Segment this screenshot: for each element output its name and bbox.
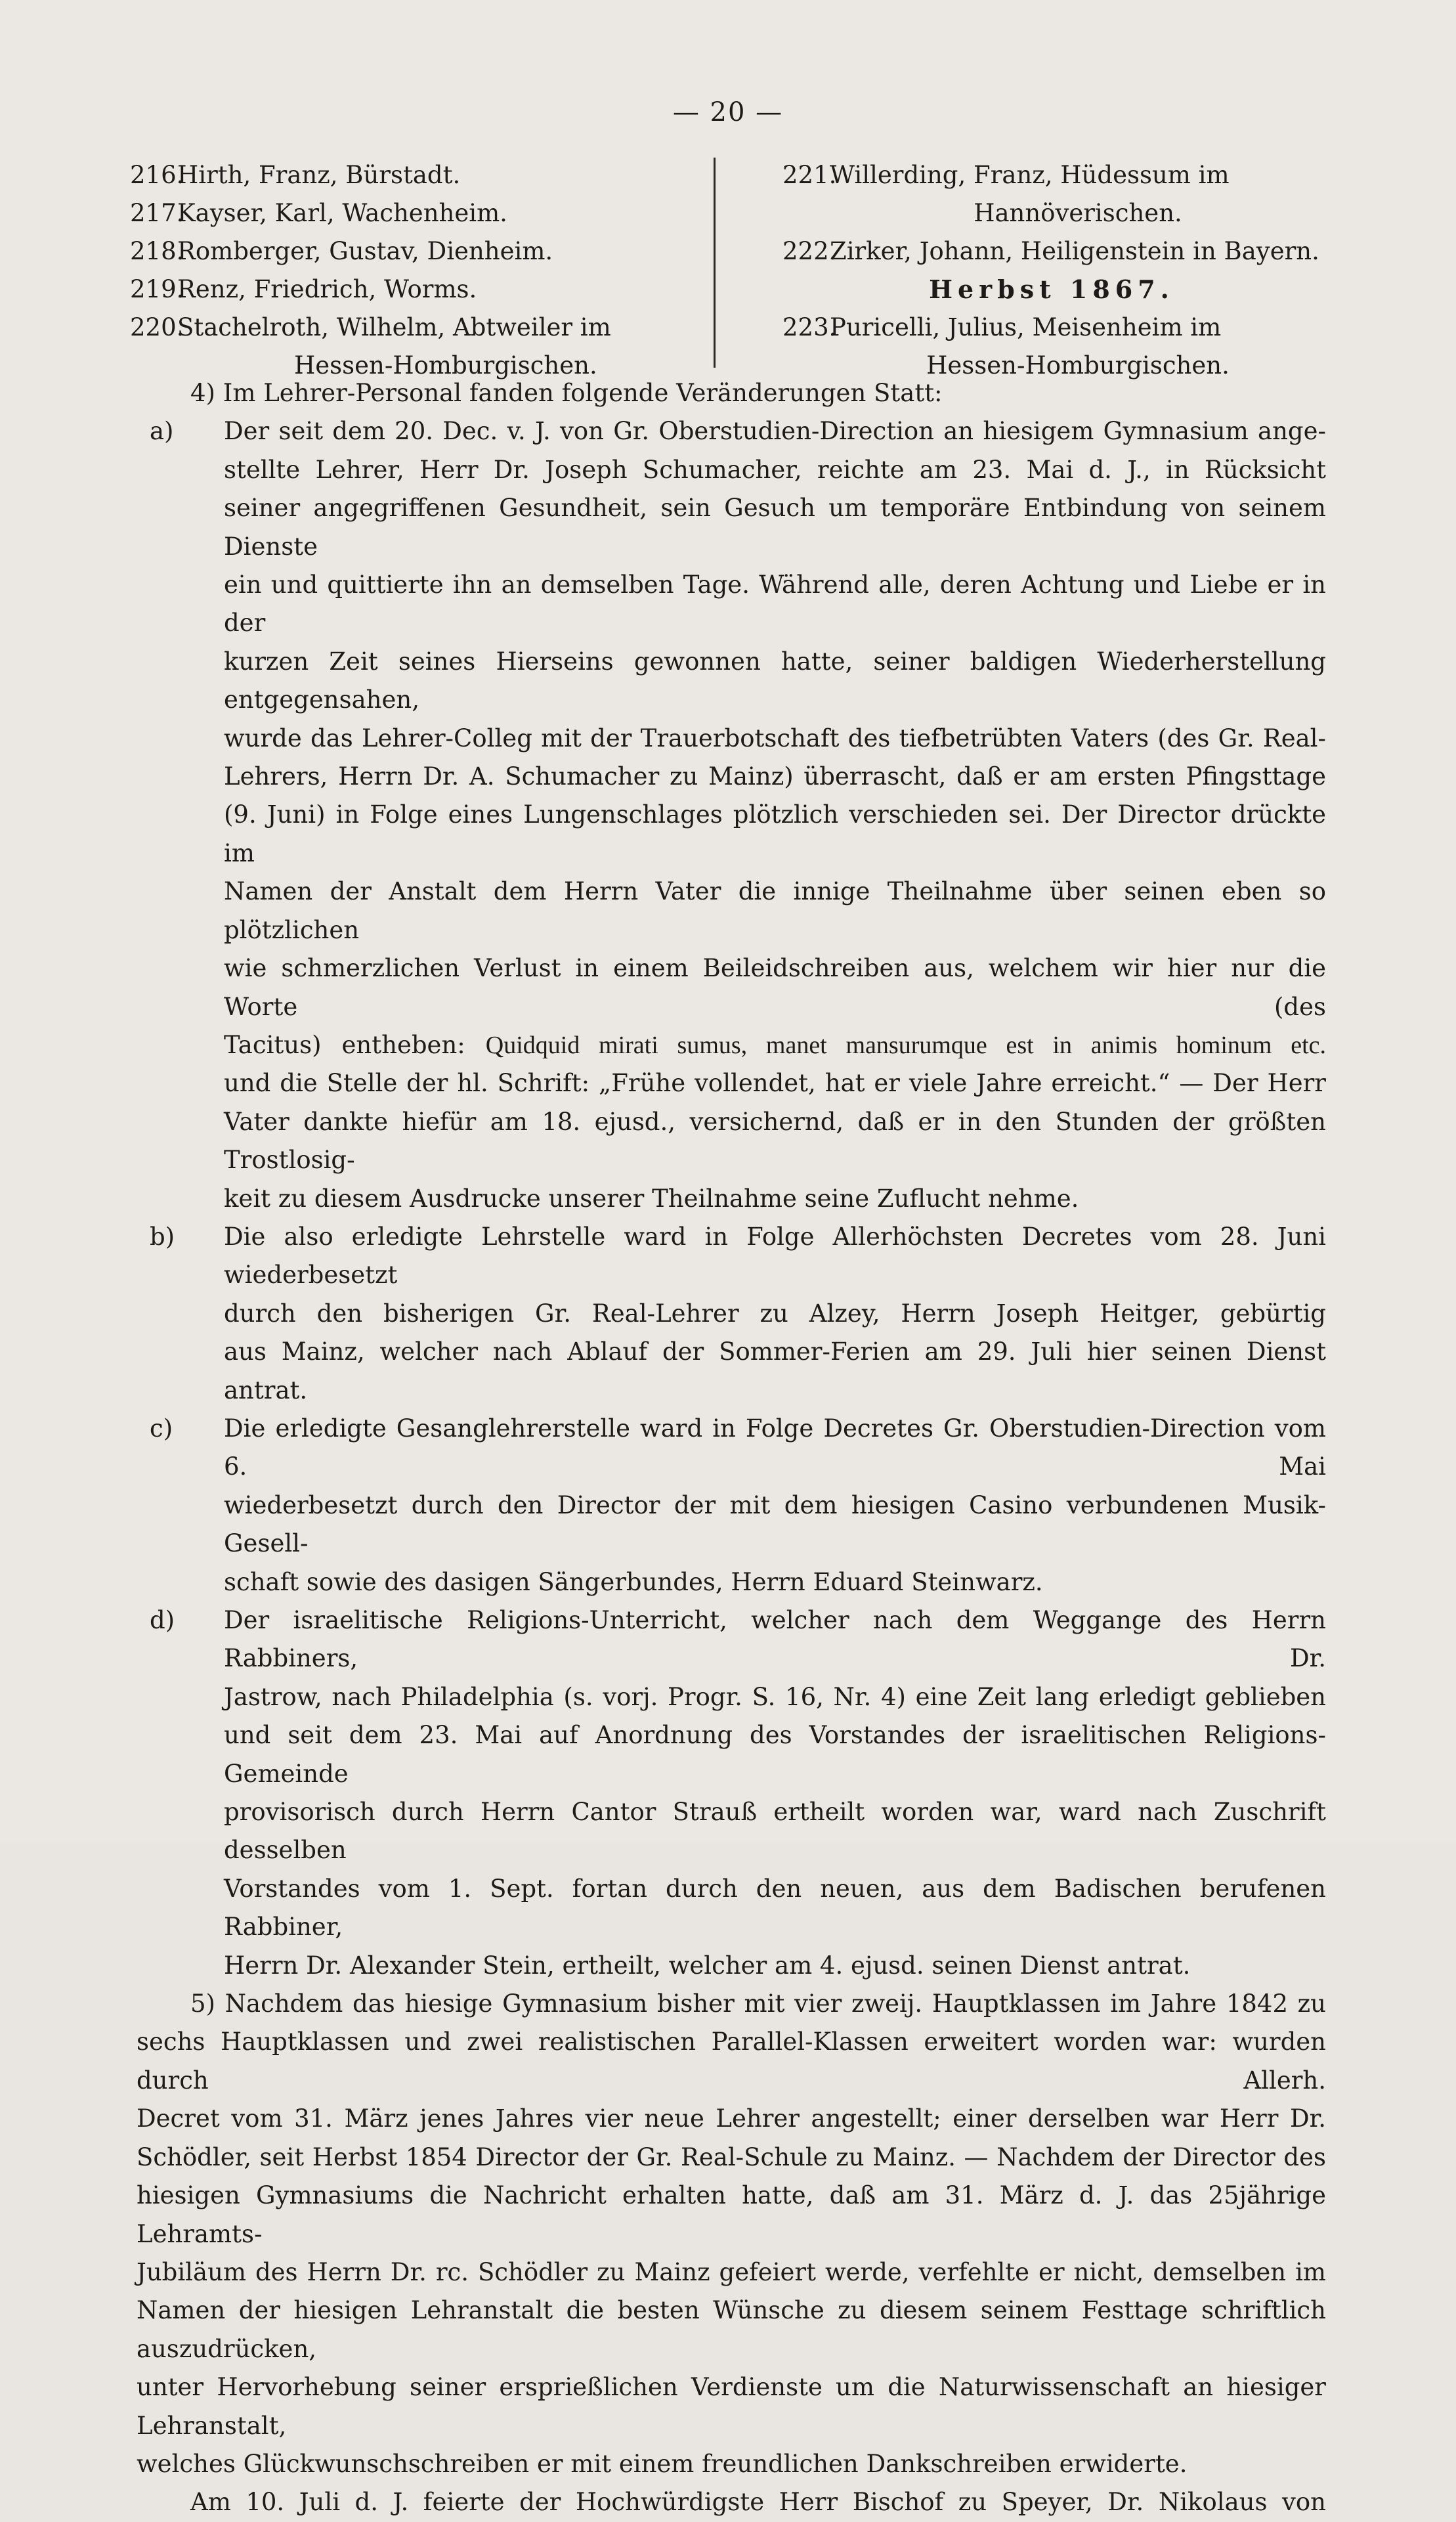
- text-line: wiederbesetzt durch den Director der mit dem hiesigen Casino verbundenen Musik-Gesell-: [224, 1490, 1326, 1558]
- text-line: stellte Lehrer, Herr Dr. Joseph Schumacher, reichte am 23. Mai d. J., in Rücksicht: [224, 455, 1326, 484]
- text-line: wurde das Lehrer-Colleg mit der Trauerbotschaft des tiefbetrübten Vaters (des Gr. Real-: [224, 724, 1326, 752]
- text-line: Namen der hiesigen Lehranstalt die besten Wünsche zu diesem seinem Festtage schriftlich auszudrücken,: [137, 2296, 1326, 2363]
- paragraph-b: [137, 1218, 1326, 1410]
- text-line: wie schmerzlichen Verlust in einem Beileidschreiben aus, welchem wir hier nur die Worte (des: [224, 954, 1326, 1021]
- text-line: a) Der seit dem 20. Dec. v. J. von Gr. Oberstudien-Direction an hiesigem Gymnasium ange-: [150, 417, 1326, 446]
- student-list-left-column: [130, 156, 701, 385]
- list-item: 220.Stachelroth, Wilhelm, Abtweiler im: [130, 313, 611, 341]
- list-item: 216.Hirth, Franz, Bürstadt.: [130, 161, 461, 189]
- list-item: 221.Willerding, Franz, Hüdessum im: [782, 161, 1230, 189]
- text-line: (9. Juni) in Folge eines Lungenschlages plötzlich verschieden sei. Der Director drückte im: [224, 800, 1326, 867]
- paragraph-c: [137, 1410, 1326, 1601]
- text-line: Schödler, seit Herbst 1854 Director der Gr. Real-Schule zu Mainz. — Nachdem der Director des: [137, 2142, 1326, 2171]
- text-line: welches Glückwunschschreiben er mit einem freundlichen Dankschreiben erwiderte.: [137, 2449, 1188, 2478]
- text-line: unter Hervorhebung seiner ersprießlichen Verdienste um die Naturwissenschaft an hiesiger Lehranstalt,: [137, 2373, 1326, 2440]
- text-line: Herrn Dr. Alexander Stein, ertheilt, welcher am 4. ejusd. seinen Dienst antrat.: [224, 1951, 1191, 1980]
- text-line: 4) Im Lehrer-Personal fanden folgende Veränderungen Statt:: [190, 379, 943, 407]
- text-line: durch den bisherigen Gr. Real-Lehrer zu Alzey, Herrn Joseph Heitger, gebürtig: [224, 1299, 1326, 1328]
- student-list-right-column: [782, 156, 1321, 385]
- text-line: Namen der Anstalt dem Herrn Vater die innige Theilnahme über seinen eben so plötzlichen: [224, 877, 1326, 944]
- text-line: Jubiläum des Herrn Dr. rc. Schödler zu Mainz gefeiert werde, verfehlte er nicht, demselben im: [137, 2257, 1326, 2286]
- section-heading: Herbst 1867.: [929, 274, 1174, 304]
- text-line: provisorisch durch Herrn Cantor Strauß ertheilt worden war, ward nach Zuschrift desselben: [224, 1798, 1326, 1865]
- text-line: Decret vom 31. März jenes Jahres vier neue Lehrer angestellt; einer derselben war Herr Dr.: [137, 2104, 1326, 2133]
- text-line: d) Der israelitische Religions-Unterricht, welcher nach dem Weggange des Herrn Rabbiners, Dr.: [150, 1606, 1326, 1673]
- text-line: Vater dankte hiefür am 18. ejusd., versichernd, daß er in den Stunden der größten Trostlosig-: [224, 1107, 1326, 1175]
- text-line: Vorstandes vom 1. Sept. fortan durch den neuen, aus dem Badischen berufenen Rabbiner,: [224, 1874, 1326, 1942]
- paragraph-d: [137, 1601, 1326, 1985]
- text-line: c) Die erledigte Gesanglehrerstelle ward in Folge Decretes Gr. Oberstudien-Direction vom 6. Mai: [150, 1414, 1326, 1481]
- text-line: 5) Nachdem das hiesige Gymnasium bisher mit vier zweij. Hauptklassen im Jahre 1842 zu: [190, 1989, 1326, 2018]
- text-line: aus Mainz, welcher nach Ablauf der Sommer-Ferien am 29. Juli hier seinen Dienst antrat.: [224, 1337, 1326, 1404]
- list-item: 223.Puricelli, Julius, Meisenheim im: [782, 313, 1222, 341]
- list-item: 219.Renz, Friedrich, Worms.: [130, 275, 477, 303]
- paragraph-a: [137, 412, 1326, 1218]
- text-line: b) Die also erledigte Lehrstelle ward in Folge Allerhöchsten Decretes vom 28. Juni wiederbesetzt: [150, 1222, 1326, 1290]
- text-line: Am 10. Juli d. J. feierte der Hochwürdigste Herr Bischof zu Speyer, Dr. Nikolaus von: [190, 2488, 1326, 2517]
- page-number: — 20 —: [672, 97, 784, 127]
- paragraph-5: [137, 1985, 1326, 2483]
- text-line: schaft sowie des dasigen Sängerbundes, Herrn Eduard Steinwarz.: [224, 1567, 1043, 1596]
- text-line: kurzen Zeit seines Hierseins gewonnen hatte, seiner baldigen Wiederherstellung entgegensahen,: [224, 647, 1326, 714]
- text-line: Lehrers, Herrn Dr. A. Schumacher zu Mainz) überrascht, daß er am ersten Pfingsttage: [224, 762, 1326, 791]
- list-item-continuation: Hessen-Homburgischen.: [926, 351, 1230, 380]
- list-item-continuation: Hessen-Homburgischen.: [294, 351, 597, 380]
- text-line: und die Stelle der hl. Schrift: „Frühe vollendet, hat er viele Jahre erreicht.“ — Der Herr: [224, 1069, 1326, 1098]
- text-line: hiesigen Gymnasiums die Nachricht erhalten hatte, daß am 31. März d. J. das 25jährige Lehramts-: [137, 2181, 1326, 2248]
- text-line: Jastrow, nach Philadelphia (s. vorj. Progr. S. 16, Nr. 4) eine Zeit lang erledigt geblieben: [224, 1682, 1326, 1711]
- list-item: 217.Kayser, Karl, Wachenheim.: [130, 199, 507, 227]
- list-item-continuation: Hannöverischen.: [974, 199, 1182, 227]
- column-divider: [714, 158, 716, 368]
- list-item: 222.Zirker, Johann, Heiligenstein in Bayern.: [782, 237, 1319, 265]
- text-line: seiner angegriffenen Gesundheit, sein Gesuch um temporäre Entbindung von seinem Dienste: [224, 494, 1326, 561]
- text-line: Tacitus) entheben: Quidquid mirati sumus, manet mansurumque est in animis hominum etc.: [224, 1030, 1326, 1059]
- body-text: [137, 374, 1326, 2522]
- text-line: sechs Hauptklassen und zwei realistischen Parallel-Klassen erweitert worden war: wurden durch Allerh.: [137, 2028, 1326, 2095]
- text-line: ein und quittierte ihn an demselben Tage. Während alle, deren Achtung und Liebe er in der: [224, 571, 1326, 638]
- text-line: und seit dem 23. Mai auf Anordnung des Vorstandes der israelitischen Religions-Gemeinde: [224, 1721, 1326, 1788]
- latin-quote: Quidquid mirati sumus, manet mansurumque est in animis hominum etc.: [485, 1031, 1326, 1059]
- text-line: keit zu diesem Ausdrucke unserer Theilnahme seine Zuflucht nehme.: [224, 1184, 1079, 1213]
- list-item: 218.Romberger, Gustav, Dienheim.: [130, 237, 553, 265]
